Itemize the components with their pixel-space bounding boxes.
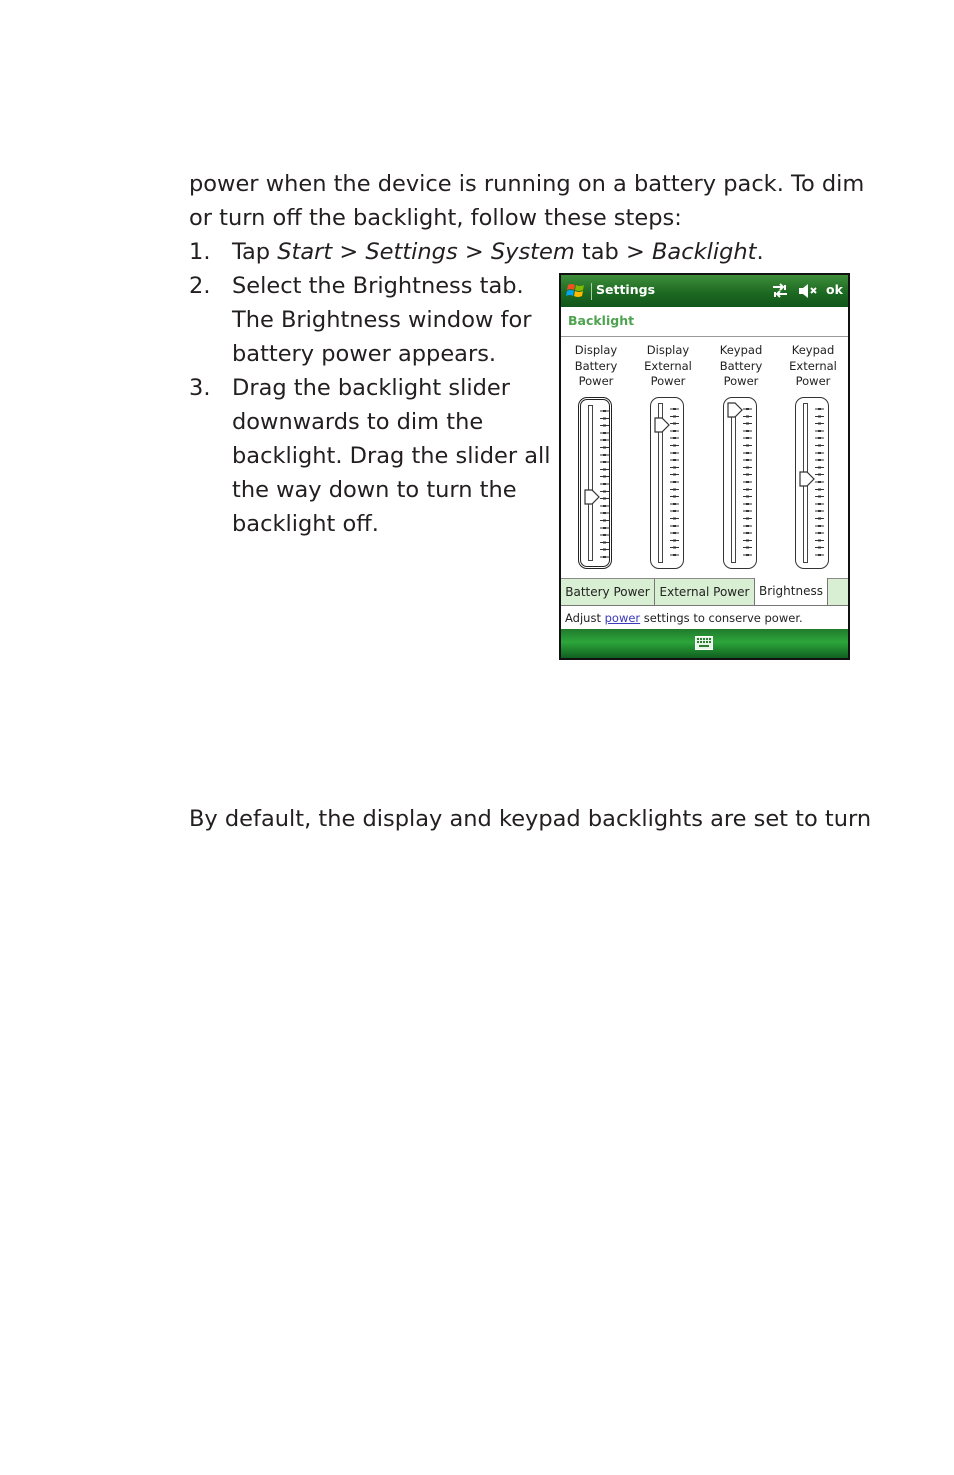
slider-ticks <box>815 406 824 560</box>
section-header <box>561 307 848 337</box>
slider-ticks <box>670 406 679 560</box>
step-text <box>232 371 551 541</box>
step-line: downwards to dim the <box>232 409 484 435</box>
keyboard-icon[interactable] <box>695 636 713 650</box>
display-external-slider[interactable] <box>650 397 684 569</box>
closing-paragraph: By default, the display and keypad backlights are set to turn <box>189 806 872 832</box>
intro-line-1: power when the device is running on a battery pack. To dim <box>189 171 865 197</box>
section-title: Backlight <box>568 313 635 328</box>
title-bar <box>561 275 848 307</box>
status-hint: Adjust power settings to conserve power. <box>561 605 848 629</box>
tab-brightness[interactable]: Brightness <box>754 578 828 605</box>
keypad-battery-slider[interactable] <box>723 397 757 569</box>
backlight-term: Backlight <box>651 239 757 265</box>
connectivity-icon[interactable] <box>771 283 789 299</box>
column-label-display-battery: Display Battery Power <box>574 343 618 388</box>
step-line: The Brightness window for <box>232 307 532 333</box>
slider-track <box>588 405 593 561</box>
step-text: Tap Start > Settings > System tab > Backlight. <box>232 239 764 265</box>
display-battery-slider[interactable] <box>578 397 612 569</box>
ok-button[interactable]: ok <box>826 282 843 297</box>
step-line: Drag the backlight slider <box>232 375 510 401</box>
keypad-external-slider[interactable] <box>795 397 829 569</box>
window-title: Settings <box>596 282 656 297</box>
slider-ticks <box>600 408 609 558</box>
step-line: Select the Brightness tab. <box>232 273 524 299</box>
intro-paragraph <box>189 167 864 235</box>
tab-external-power[interactable]: External Power <box>655 579 755 605</box>
tab-battery-power[interactable]: Battery Power <box>561 579 655 605</box>
step-line: backlight. Drag the slider all <box>232 443 551 469</box>
step-2 <box>189 269 549 371</box>
windows-start-icon[interactable] <box>566 281 586 301</box>
slider-thumb[interactable] <box>654 417 670 433</box>
column-label-display-external: Display External Power <box>644 343 692 388</box>
power-link[interactable]: power <box>604 611 641 625</box>
slider-ticks <box>743 406 752 560</box>
start-term: Start <box>277 239 333 265</box>
step-number: 1. <box>189 239 211 265</box>
slider-track <box>731 403 736 563</box>
intro-line-2: or turn off the backlight, follow these steps: <box>189 205 682 231</box>
system-term: System <box>490 239 575 265</box>
settings-term: Settings <box>365 239 458 265</box>
step-number: 3. <box>189 375 211 401</box>
step-number: 2. <box>189 273 211 299</box>
device-screenshot <box>559 273 850 660</box>
menu-bar <box>561 629 848 658</box>
slider-thumb[interactable] <box>727 402 743 418</box>
column-label-keypad-external: Keypad External Power <box>789 343 837 388</box>
column-label-keypad-battery: Keypad Battery Power <box>719 343 763 388</box>
step-3 <box>189 371 549 541</box>
tab-bar <box>561 578 848 605</box>
slider-thumb[interactable] <box>584 489 600 505</box>
step-line: the way down to turn the <box>232 477 517 503</box>
title-separator <box>591 283 592 300</box>
speaker-muted-icon[interactable] <box>797 282 819 300</box>
step-line: backlight off. <box>232 511 379 537</box>
step-1 <box>189 235 764 269</box>
step-line: battery power appears. <box>232 341 497 367</box>
step-text <box>232 269 531 371</box>
slider-thumb[interactable] <box>799 471 815 487</box>
